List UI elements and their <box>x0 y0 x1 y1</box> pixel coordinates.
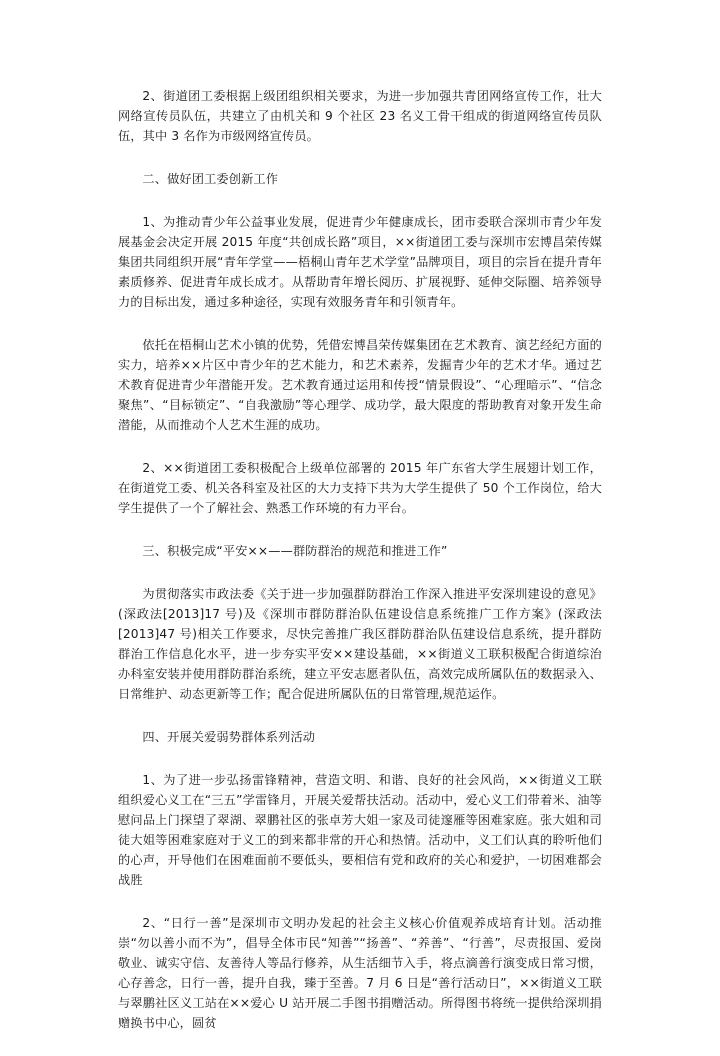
document-body <box>118 86 602 1056</box>
section-heading-innovation: 二、做好团工委创新工作 <box>142 172 279 186</box>
paragraph-lei-feng: 1、为了进一步弘扬雷锋精神，营造文明、和谐、良好的社会风尚，××街道义工联组织爱心义工在“三五”学雷锋月，开展关爱帮扶活动。活动中，爱心义工们带着米、油等慰问品上门探望了翠湖、翠鹏社区的张卓芳大姐一家及司徒邃雁等困难家庭。张大姐和司徒大姐等困难家庭对于义工的到来都非常的开心和热情。活动中，义工们认真的聆听他们的心声，开导他们在困难面前不要低头，要相信有党和政府的关心和爱护，一切困难都会战胜 <box>118 773 602 887</box>
paragraph-art-town: 依托在梧桐山艺术小镇的优势，凭借宏博昌荣传媒集团在艺术教育、演艺经纪方面的实力，培养××片区中青少年的艺术能力，和艺术素养，发掘青少年的艺术才华。通过艺术教育促进青少年潜能开发。艺术教育通过运用和传授“情景假设”、“心理暗示”、“信念聚焦”、“目标锁定”、“自我激励”等心理学、成功学，最大限度的帮助教育对象开发生命潜能，从而推动个人艺术生涯的成功。 <box>118 338 602 432</box>
paragraph-student-program: 2、××街道团工委积极配合上级单位部署的 2015 年广东省大学生展翅计划工作，在街道党工委、机关各科室及社区的大力支持下共为大学生提供了 50 个工作岗位，给大学生提供了一个了解社会、熟悉工作环境的有力平台。 <box>118 461 602 515</box>
paragraph-network-propaganda: 2、街道团工委根据上级团组织相关要求，为进一步加强共青团网络宣传工作，壮大网络宣传员队伍，共建立了由机关和 9 个社区 23 名义工骨干组成的街道网络宣传员队伍，其中 3 名作为市级网络宣传员。 <box>118 89 602 143</box>
section-heading-safety: 三、积极完成“平安××——群防群治的规范和推进工作” <box>142 544 448 558</box>
paragraph-youth-academy: 1、为推动青少年公益事业发展，促进青少年健康成长，团市委联合深圳市青少年发展基金会决定开展 2015 年度“共创成长路”项目，××街道团工委与深圳市宏博昌荣传媒集团共同组织开展“青年学堂——梧桐山青年艺术学堂”品牌项目，项目的宗旨在提升青年素质修养、促进青年成长成才。从帮助青年增长阅历、扩展视野、延伸交际圈、培养领导力的目标出发，通过多种途径，实现有效服务青年和引领青年。 <box>118 215 602 309</box>
section-heading-care: 四、开展关爱弱势群体系列活动 <box>142 730 316 744</box>
paragraph-daily-good-deed: 2、“日行一善”是深圳市文明办发起的社会主义核心价值观养成培育计划。活动推崇“勿以善小而不为”，倡导全体市民“知善”“扬善”、“养善”、“行善”，尽责报国、爱岗敬业、诚实守信、友善待人等品行修养，从生活细节入手，将点滴善行演变成日常习惯，心存善念，日行一善，提升自我，臻于至善。7 月 6 日是“善行活动日”，××街道义工联与翠鹏社区义工站在××爱心 U 站开展二手图书捐赠活动。所得图书将统一提供给深圳捐赠换书中心，圆贫 <box>118 916 602 1030</box>
paragraph-group-defense: 为贯彻落实市政法委《关于进一步加强群防群治工作深入推进平安深圳建设的意见》(深政法[2013]17 号)及《深圳市群防群治队伍建设信息系统推广工作方案》(深政法[2013]47 号)相关工作要求，尽快完善推广我区群防群治队伍建设信息系统，提升群防群治工作信息化水平，进一步夯实平安××建设基础，××街道义工联积极配合街道综治办科室安装并使用群防群治系统，建立平安志愿者队伍，高效完成所属队伍的数据录入、日常维护、动态更新等工作；配合促进所属队伍的日常管理,规范运作。 <box>118 587 602 701</box>
